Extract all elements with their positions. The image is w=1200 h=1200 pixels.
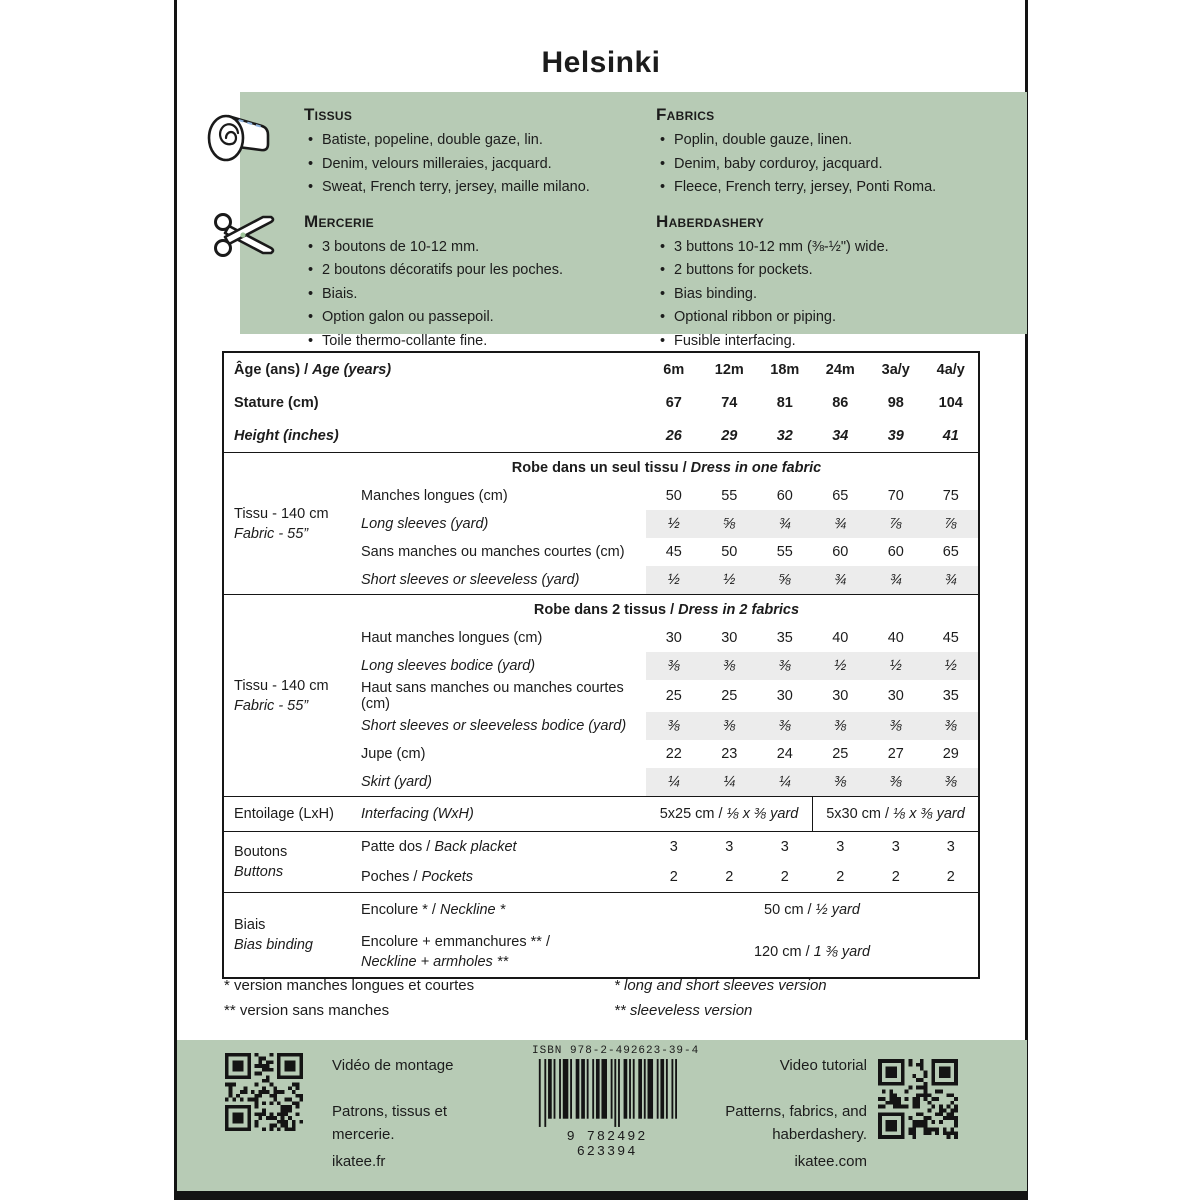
- value-cell: ¾: [813, 566, 869, 595]
- value-cell: 40: [832, 630, 849, 646]
- list-item: • Fleece, French terry, jersey, Ponti Roma.: [656, 176, 1001, 200]
- haberdashery-list: [656, 236, 1001, 354]
- value-cell: ½: [646, 510, 702, 538]
- fabrics-group: [656, 104, 1001, 200]
- value-cell: ¾: [924, 566, 980, 595]
- section2-title-row: [223, 595, 979, 625]
- table-row-stature: [223, 386, 979, 419]
- materials-column-english: [656, 104, 1001, 353]
- value-cell: 55: [776, 544, 793, 560]
- value-cell: 30: [887, 688, 904, 704]
- stature-label: Stature (cm): [234, 394, 319, 411]
- list-item: • Bias binding.: [656, 283, 1001, 307]
- qr-code-icon-left: [225, 1053, 303, 1131]
- fabric-roll-icon: [204, 106, 280, 177]
- value-cell: ½: [924, 652, 980, 680]
- value-cell: 74: [721, 394, 738, 411]
- size-header-cell: 4a/y: [936, 361, 965, 378]
- value-cell: ⅜: [868, 712, 924, 740]
- value-cell: ⅜: [646, 652, 702, 680]
- tagline-en: Patterns, fabrics, and haberdashery.: [725, 1103, 867, 1143]
- size-header-cell: 24m: [825, 361, 855, 378]
- value-cell: 65: [832, 488, 849, 504]
- value-cell: 98: [887, 394, 904, 411]
- ean-barcode-icon: [532, 1045, 700, 1160]
- value-cell: ⅞: [868, 510, 924, 538]
- value-cell: 29: [721, 427, 738, 444]
- interfacing-value-right: 5x30 cm / ⅛ x ⅜ yard: [813, 797, 980, 832]
- left-edge-line: [174, 0, 177, 1200]
- list-item: • Optional ribbon or piping.: [656, 306, 1001, 330]
- list-item: • Poplin, double gauze, linen.: [656, 129, 1001, 153]
- footnotes-english: [614, 973, 827, 1023]
- footnote: * version manches longues et courtes: [224, 977, 475, 994]
- value-cell: 39: [887, 427, 904, 444]
- row-label: Haut manches longues (cm): [361, 630, 543, 646]
- list-item: • Toile thermo-collante fine.: [304, 330, 649, 354]
- value-cell: 45: [942, 630, 959, 646]
- value-cell: 32: [776, 427, 793, 444]
- value-cell: 30: [832, 688, 849, 704]
- section1-title: Robe dans un seul tissu / Dress in one fabric: [355, 453, 979, 483]
- value-cell: 30: [721, 630, 738, 646]
- list-item: • Fusible interfacing.: [656, 330, 1001, 354]
- value-cell: ⅜: [868, 768, 924, 797]
- value-cell: 2: [669, 869, 678, 885]
- haberdashery-heading: Haberdashery: [656, 211, 765, 231]
- tissus-heading: Tissus: [304, 105, 353, 124]
- value-cell: 60: [887, 544, 904, 560]
- value-cell: 55: [721, 488, 738, 504]
- fabrics-list: [656, 129, 1001, 200]
- value-cell: ¾: [868, 566, 924, 595]
- row-label: Short sleeves or sleeveless bodice (yard): [361, 718, 627, 734]
- value-cell: 86: [832, 394, 849, 411]
- row-label: Haut sans manches ou manches courtes (cm): [361, 680, 624, 712]
- value-cell: 22: [665, 746, 682, 762]
- value-cell: ⅜: [646, 712, 702, 740]
- row-label: Patte dos / Back placket: [355, 832, 646, 863]
- mercerie-list: [304, 236, 649, 354]
- section2-title: Robe dans 2 tissus / Dress in 2 fabrics: [355, 595, 979, 625]
- interfacing-value-left: 5x25 cm / ⅛ x ⅜ yard: [646, 797, 813, 832]
- value-cell: ¼: [757, 768, 813, 797]
- bias-value: 120 cm / 1 ⅜ yard: [753, 944, 871, 960]
- value-cell: 3: [702, 832, 758, 863]
- interfacing-label-en: Interfacing (WxH): [355, 797, 646, 832]
- bias-side-label: Biais Bias binding: [223, 893, 355, 979]
- value-cell: 75: [942, 488, 959, 504]
- value-cell: 2: [725, 869, 734, 885]
- row-label: Sans manches ou manches courtes (cm): [361, 544, 625, 560]
- barcode-digits: 9 782492 623394: [566, 1130, 648, 1160]
- value-cell: 45: [665, 544, 682, 560]
- value-cell: ⅜: [813, 712, 869, 740]
- value-cell: ¾: [813, 510, 869, 538]
- list-item: • 3 boutons de 10-12 mm.: [304, 236, 649, 260]
- list-item: • Option galon ou passepoil.: [304, 306, 649, 330]
- value-cell: 81: [776, 394, 793, 411]
- value-cell: ⅞: [924, 510, 980, 538]
- value-cell: ⅜: [757, 712, 813, 740]
- tagline-fr: Patrons, tissus et mercerie.: [332, 1103, 448, 1143]
- interfacing-row: [223, 797, 979, 832]
- video-tutorial-label-fr: Vidéo de montage: [332, 1057, 454, 1074]
- value-cell: 35: [776, 630, 793, 646]
- value-cell: 50: [721, 544, 738, 560]
- table-row-height: [223, 419, 979, 453]
- value-cell: 29: [942, 746, 959, 762]
- value-cell: 3: [757, 832, 813, 863]
- value-cell: 35: [942, 688, 959, 704]
- value-cell: ⅜: [702, 652, 758, 680]
- materials-column-french: [304, 104, 649, 353]
- footnote: ** version sans manches: [224, 1002, 390, 1019]
- age-label: Âge (ans) / Age (years): [234, 361, 392, 378]
- value-cell: 2: [946, 869, 955, 885]
- footer-black-bar: [177, 1191, 1027, 1200]
- value-cell: 2: [891, 869, 900, 885]
- footnote: * long and short sleeves version: [614, 977, 827, 994]
- row-label: Jupe (cm): [361, 746, 426, 762]
- list-item: • Sweat, French terry, jersey, maille milano.: [304, 176, 649, 200]
- value-cell: 34: [832, 427, 849, 444]
- size-header-cell: 18m: [770, 361, 800, 378]
- row-label: Long sleeves (yard): [361, 516, 489, 532]
- website-en: ikatee.com: [794, 1153, 867, 1170]
- size-table: [222, 351, 980, 979]
- value-cell: 104: [938, 394, 963, 411]
- value-cell: 67: [665, 394, 682, 411]
- pattern-title: Helsinki: [541, 46, 661, 79]
- value-cell: 2: [836, 869, 845, 885]
- value-cell: 25: [665, 688, 682, 704]
- value-cell: ½: [868, 652, 924, 680]
- list-item: • Biais.: [304, 283, 649, 307]
- value-cell: 70: [887, 488, 904, 504]
- value-cell: ¼: [702, 768, 758, 797]
- value-cell: ⅜: [702, 712, 758, 740]
- value-cell: ¾: [757, 510, 813, 538]
- value-cell: 30: [776, 688, 793, 704]
- row-label: Encolure * / Neckline *: [355, 893, 646, 928]
- value-cell: 27: [887, 746, 904, 762]
- value-cell: 24: [776, 746, 793, 762]
- table-row-age: [223, 352, 979, 386]
- section1-title-row: [223, 453, 979, 483]
- footnote: ** sleeveless version: [614, 1002, 753, 1019]
- value-cell: 50: [665, 488, 682, 504]
- list-item: • 3 buttons 10-12 mm (⅜-½") wide.: [656, 236, 1001, 260]
- fabrics-heading: Fabrics: [656, 105, 715, 124]
- value-cell: 26: [665, 427, 682, 444]
- row-label: Poches / Pockets: [361, 869, 474, 885]
- value-cell: ½: [646, 566, 702, 595]
- row-label: Long sleeves bodice (yard): [361, 658, 536, 674]
- value-cell: ⅜: [924, 712, 980, 740]
- row-label: Short sleeves or sleeveless (yard): [361, 572, 580, 588]
- list-item: • Denim, baby corduroy, jacquard.: [656, 153, 1001, 177]
- footnotes-french: [224, 973, 474, 1023]
- tissus-group: [304, 104, 649, 200]
- materials-panel: [240, 92, 1027, 349]
- value-cell: 60: [776, 488, 793, 504]
- value-cell: 2: [780, 869, 789, 885]
- value-cell: ⅝: [702, 510, 758, 538]
- value-cell: 41: [942, 427, 959, 444]
- value-cell: ⅝: [757, 566, 813, 595]
- row-label: Manches longues (cm): [361, 488, 508, 504]
- row-label: Skirt (yard): [361, 774, 432, 790]
- value-cell: 3: [813, 832, 869, 863]
- value-cell: ½: [813, 652, 869, 680]
- interfacing-label-fr: Entoilage (LxH): [223, 797, 355, 832]
- qr-code-icon-right: [878, 1059, 958, 1139]
- footer-panel: [177, 1040, 1027, 1191]
- value-cell: 60: [832, 544, 849, 560]
- list-item: • Batiste, popeline, double gaze, lin.: [304, 129, 649, 153]
- value-cell: 25: [832, 746, 849, 762]
- bias-value: 50 cm / ½ yard: [646, 893, 979, 928]
- buttons-side-label: Boutons Buttons: [223, 832, 355, 893]
- buttons-row-placket: [223, 832, 979, 863]
- tissus-list: [304, 129, 649, 200]
- mercerie-group: [304, 211, 649, 354]
- value-cell: ½: [702, 566, 758, 595]
- value-cell: 65: [942, 544, 959, 560]
- list-item: • Denim, velours milleraies, jacquard.: [304, 153, 649, 177]
- size-header-cell: 12m: [714, 361, 744, 378]
- value-cell: 40: [887, 630, 904, 646]
- scissors-icon: [212, 204, 278, 271]
- value-cell: 3: [924, 832, 980, 863]
- value-cell: ⅜: [924, 768, 980, 797]
- mercerie-heading: Mercerie: [304, 211, 374, 231]
- value-cell: ⅜: [813, 768, 869, 797]
- value-cell: 25: [721, 688, 738, 704]
- row-label: Encolure + emmanchures ** / Neckline + armholes **: [361, 934, 550, 970]
- height-label: Height (inches): [234, 427, 339, 444]
- section2-side-label: Tissu - 140 cm Fabric - 55”: [223, 595, 355, 797]
- bias-row-neckline: [223, 893, 979, 928]
- value-cell: 3: [646, 832, 702, 863]
- value-cell: 30: [665, 630, 682, 646]
- value-cell: ⅜: [757, 652, 813, 680]
- list-item: • 2 buttons for pockets.: [656, 259, 1001, 283]
- website-fr: ikatee.fr: [332, 1153, 386, 1170]
- isbn-label: ISBN 978-2-492623-39-4: [532, 1045, 700, 1057]
- value-cell: 3: [868, 832, 924, 863]
- section1-side-label: Tissu - 140 cm Fabric - 55”: [223, 453, 355, 595]
- size-header-cell: 3a/y: [881, 361, 910, 378]
- video-tutorial-label-en: Video tutorial: [779, 1057, 867, 1074]
- haberdashery-group: [656, 211, 1001, 354]
- list-item: • 2 boutons décoratifs pour les poches.: [304, 259, 649, 283]
- value-cell: 23: [721, 746, 738, 762]
- value-cell: ¼: [646, 768, 702, 797]
- size-header-cell: 6m: [663, 361, 685, 378]
